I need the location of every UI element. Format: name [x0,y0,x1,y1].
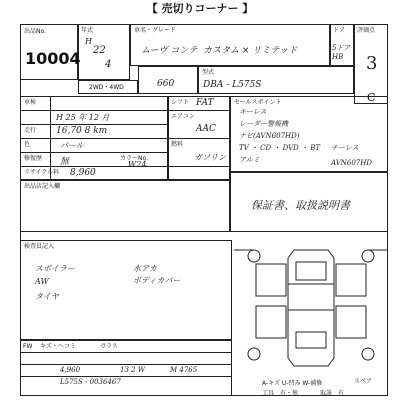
text-specs-ac_label: エアコン [171,113,195,120]
drive-box [78,80,138,94]
text-footer-manual_label: 取説 [320,390,333,397]
divider [20,138,168,139]
text-notes-inspector_lines-1: AW [35,277,49,286]
grade: カスタム × リミテッド [203,46,298,56]
divider [20,110,168,111]
score-value: 3 [366,53,378,74]
text-footer-row1-0: FW [23,343,33,350]
year-box [78,24,130,80]
text-sales_points-items-1: レーダー警報機 [239,120,288,128]
lot-number-box [20,24,81,80]
score-box [354,24,388,104]
divider [20,376,232,377]
text-registration-drive: 2WD・4WD [89,84,124,91]
spare-label: スペア [354,378,373,385]
displacement-box [138,66,198,94]
documents-box [230,172,388,232]
text-footer-tools: 有・無 [280,390,299,397]
text-lot-label: 出品No. [24,28,46,35]
text-specs-shift: FAT [196,98,214,108]
mileage-label: 走行 [24,127,37,134]
text-registration-body_label: ドア [333,27,345,34]
text-sales_points-items-3: TV ・ CD ・ DVD ・ BT [239,144,321,152]
divider [168,166,230,167]
documents-note: 保証書、取扱説明書 [251,199,350,212]
text-notes-summary-2: M 4765 [170,366,198,374]
page-title [0,0,400,18]
inspector-notes-box [20,240,232,340]
divider [20,124,168,125]
text-registration-model_label: 車名・グレード [134,27,177,34]
text-sales_points-model_no: AVN607HD [331,159,372,167]
text-notes-summary-3: L575S - 0036467 [60,378,121,386]
damage-legend: A-キズ U-凹み W-補修 [262,380,323,387]
text-notes-inspector_lines-2: タイヤ [35,292,59,301]
mileage: 16,70 8 km [56,126,108,136]
inspection-date: H 25 年 12 月 [56,113,110,122]
text-registration-year: 22 [93,45,106,56]
text-sales_points-label: セールスポイント [234,99,282,106]
text-specs-fuel_label: 燃料 [171,141,184,148]
text-registration-displacement: 660 [157,79,175,89]
divider [20,152,168,153]
lot-number: 10004 [25,49,81,68]
divider [20,352,232,353]
text-notes-inspector_notes-1: ボディカバー [133,276,181,285]
text-sales_points-items-2: ナビ(AVN607HD) [239,132,300,140]
text-footer-row1-2: ガラス [100,343,118,350]
text-specs-inspection_label: 車検 [24,99,37,106]
text-score-label: 評価点 [357,27,376,34]
divider [168,138,230,139]
divider [168,110,230,111]
type-code: DBA - L575S [203,80,262,90]
sales-points-box [230,96,388,172]
text-sales_points-items-4: アルミ [239,156,260,164]
text-notes-inspector_notes-0: 水アカ [133,264,157,273]
text-sales_points-items-0: キーレス [239,108,267,116]
text-specs-ac: AAC [196,124,216,134]
text-specs-color_no_label: カラーNo. [120,155,148,162]
divider [50,96,51,180]
text-specs-color: パール [60,141,84,150]
text-specs-color_label: 色 [24,141,31,148]
text-footer-tools_label: 工具 [262,390,275,397]
text-registration-body: 5ドア HB [332,44,351,61]
text-specs-fuel: ガソリン [194,153,226,162]
text-footer-row1-1: キズ・ヘコミ [40,343,76,350]
text-registration-month: 4 [105,59,112,70]
text-notes-inspector_label: 検査員記入 [24,243,55,250]
text-sales_points-items-5: チーレス [331,144,359,152]
dealer-notes-box [20,180,230,232]
model-name: ムーヴ コンテ [141,46,198,56]
text-registration-era: H [85,37,92,46]
text-footer-manual: 有 [338,390,345,397]
text-specs-recycle_label: リサイクル料 [24,169,60,176]
car-diagram [234,240,388,380]
text-notes-label: 出品店記入欄 [24,183,61,190]
text-header-title: 【 売切りコーナー 】 [146,2,254,15]
model-box [130,24,330,66]
divider [20,364,232,365]
body-box [330,24,354,66]
text-specs-repair: 無 [60,157,70,167]
recycle-fee: 8,960 [70,168,96,178]
text-registration-type_label: 型式 [202,69,215,76]
text-notes-inspector_lines-0: スポイラー [35,264,75,273]
text-notes-summary-0: 4,960 [60,366,81,374]
text-registration-year_label: 年式 [81,27,94,34]
interior-score: C [367,91,376,104]
text-specs-shift_label: シフト [171,99,190,106]
text-notes-summary-1: 13 2 W [120,366,146,374]
text-specs-repair_label: 修復歴 [24,155,43,162]
text-specs-color_no: W24 [128,160,147,169]
type-box [198,66,354,94]
